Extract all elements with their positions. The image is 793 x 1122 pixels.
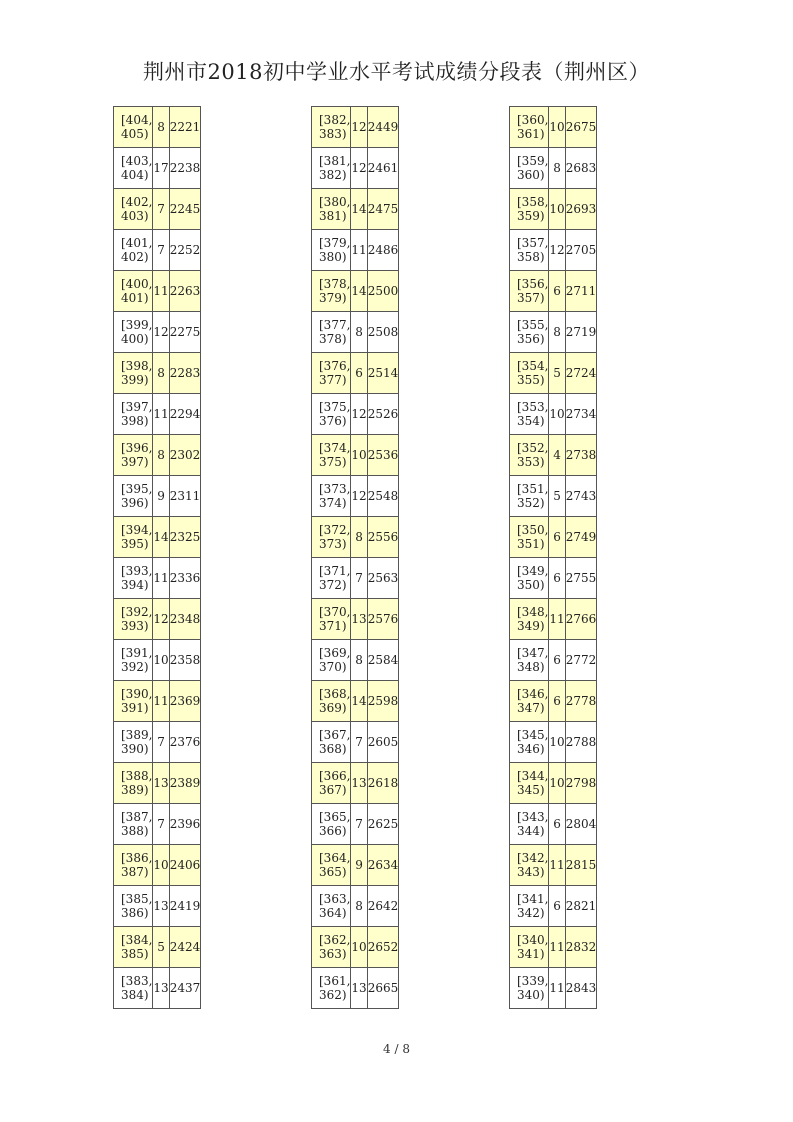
count-cell: 7 [153,189,169,230]
cumulative-cell: 2563 [367,558,399,599]
score-range-cell: [398, 399) [114,353,153,394]
count-cell: 8 [549,312,565,353]
score-range-cell: [403, 404) [114,148,153,189]
cumulative-cell: 2798 [565,763,597,804]
count-cell: 7 [153,230,169,271]
table-row [312,886,399,927]
cumulative-cell: 2724 [565,353,597,394]
score-range-cell: [381, 382) [312,148,351,189]
count-cell: 6 [549,558,565,599]
score-range-cell: [343, 344) [510,804,549,845]
table-row [312,230,399,271]
count-cell: 13 [153,763,169,804]
count-cell: 5 [549,476,565,517]
table-row [114,558,201,599]
table-row [510,599,597,640]
score-range-cell: [354, 355) [510,353,549,394]
count-cell: 10 [549,763,565,804]
score-range-cell: [346, 347) [510,681,549,722]
table-row [510,230,597,271]
table-row [312,722,399,763]
cumulative-cell: 2419 [169,886,201,927]
cumulative-cell: 2245 [169,189,201,230]
table-row [510,435,597,476]
count-cell: 17 [153,148,169,189]
cumulative-cell: 2376 [169,722,201,763]
score-range-cell: [396, 397) [114,435,153,476]
score-range-cell: [401, 402) [114,230,153,271]
count-cell: 7 [153,804,169,845]
table-row [510,107,597,148]
count-cell: 9 [153,476,169,517]
count-cell: 5 [153,927,169,968]
count-cell: 13 [153,886,169,927]
table-row [510,886,597,927]
page-indicator: 4 / 8 [383,1042,410,1056]
table-row [312,681,399,722]
table-row [510,722,597,763]
score-range-cell: [353, 354) [510,394,549,435]
table-row [312,476,399,517]
table-row [312,927,399,968]
score-range-cell: [339, 340) [510,968,549,1009]
cumulative-cell: 2749 [565,517,597,558]
count-cell: 13 [351,763,367,804]
score-range-cell: [348, 349) [510,599,549,640]
score-range-cell: [360, 361) [510,107,549,148]
score-range-cell: [368, 369) [312,681,351,722]
score-range-cell: [342, 343) [510,845,549,886]
table-row [312,148,399,189]
count-cell: 13 [351,968,367,1009]
cumulative-cell: 2743 [565,476,597,517]
count-cell: 8 [549,148,565,189]
score-range-cell: [362, 363) [312,927,351,968]
table-row [114,148,201,189]
count-cell: 10 [153,845,169,886]
count-cell: 6 [549,886,565,927]
cumulative-cell: 2642 [367,886,399,927]
score-range-cell: [382, 383) [312,107,351,148]
table-row [312,763,399,804]
count-cell: 5 [549,353,565,394]
table-row [510,394,597,435]
score-range-cell: [390, 391) [114,681,153,722]
cumulative-cell: 2576 [367,599,399,640]
count-cell: 7 [153,722,169,763]
cumulative-cell: 2263 [169,271,201,312]
score-range-cell: [379, 380) [312,230,351,271]
table-row [114,353,201,394]
count-cell: 12 [549,230,565,271]
score-range-cell: [347, 348) [510,640,549,681]
count-cell: 8 [153,107,169,148]
score-range-cell: [375, 376) [312,394,351,435]
score-range-cell: [344, 345) [510,763,549,804]
cumulative-cell: 2536 [367,435,399,476]
cumulative-cell: 2843 [565,968,597,1009]
count-cell: 8 [351,312,367,353]
score-range-cell: [351, 352) [510,476,549,517]
table-row [114,230,201,271]
count-cell: 12 [351,148,367,189]
cumulative-cell: 2634 [367,845,399,886]
table-row [312,394,399,435]
table-row [114,640,201,681]
cumulative-cell: 2584 [367,640,399,681]
count-cell: 7 [351,722,367,763]
score-range-cell: [345, 346) [510,722,549,763]
score-range-cell: [377, 378) [312,312,351,353]
count-cell: 7 [351,558,367,599]
score-range-cell: [361, 362) [312,968,351,1009]
count-cell: 10 [549,189,565,230]
score-range-cell: [373, 374) [312,476,351,517]
count-cell: 13 [153,968,169,1009]
count-cell: 13 [351,599,367,640]
cumulative-cell: 2437 [169,968,201,1009]
score-range-cell: [397, 398) [114,394,153,435]
table-row [510,148,597,189]
count-cell: 10 [153,640,169,681]
count-cell: 14 [351,189,367,230]
score-range-cell: [387, 388) [114,804,153,845]
cumulative-cell: 2815 [565,845,597,886]
table-row [510,640,597,681]
cumulative-cell: 2705 [565,230,597,271]
cumulative-cell: 2348 [169,599,201,640]
table-row [510,927,597,968]
count-cell: 12 [351,394,367,435]
cumulative-cell: 2358 [169,640,201,681]
cumulative-cell: 2675 [565,107,597,148]
score-range-cell: [399, 400) [114,312,153,353]
score-range-cell: [389, 390) [114,722,153,763]
table-row [510,476,597,517]
score-range-cell: [385, 386) [114,886,153,927]
table-row [312,435,399,476]
score-table-2 [311,106,399,1009]
score-range-cell: [384, 385) [114,927,153,968]
table-row [312,271,399,312]
cumulative-cell: 2424 [169,927,201,968]
count-cell: 12 [351,107,367,148]
table-row [510,189,597,230]
score-range-cell: [355, 356) [510,312,549,353]
score-range-cell: [357, 358) [510,230,549,271]
score-range-cell: [383, 384) [114,968,153,1009]
count-cell: 12 [153,599,169,640]
score-range-cell: [363, 364) [312,886,351,927]
table-row [510,353,597,394]
table-row [114,886,201,927]
cumulative-cell: 2693 [565,189,597,230]
cumulative-cell: 2369 [169,681,201,722]
table-row [114,394,201,435]
cumulative-cell: 2406 [169,845,201,886]
score-range-cell: [340, 341) [510,927,549,968]
count-cell: 11 [153,558,169,599]
cumulative-cell: 2711 [565,271,597,312]
table-row [114,681,201,722]
cumulative-cell: 2605 [367,722,399,763]
score-table-3 [509,106,597,1009]
table-row [114,722,201,763]
count-cell: 14 [153,517,169,558]
table-row [510,271,597,312]
score-range-cell: [365, 366) [312,804,351,845]
table-row [114,312,201,353]
count-cell: 6 [549,804,565,845]
cumulative-cell: 2449 [367,107,399,148]
table-row [312,968,399,1009]
score-range-cell: [392, 393) [114,599,153,640]
score-range-cell: [393, 394) [114,558,153,599]
table-row [114,845,201,886]
table-row [114,968,201,1009]
table-row [510,517,597,558]
cumulative-cell: 2719 [565,312,597,353]
table-row [114,517,201,558]
table-row [312,599,399,640]
cumulative-cell: 2389 [169,763,201,804]
count-cell: 4 [549,435,565,476]
table-row [510,312,597,353]
count-cell: 6 [549,271,565,312]
table-row [312,640,399,681]
cumulative-cell: 2238 [169,148,201,189]
table-row [510,968,597,1009]
count-cell: 6 [549,640,565,681]
count-cell: 14 [351,681,367,722]
count-cell: 8 [153,353,169,394]
score-range-cell: [356, 357) [510,271,549,312]
count-cell: 11 [549,927,565,968]
score-range-cell: [386, 387) [114,845,153,886]
cumulative-cell: 2526 [367,394,399,435]
count-cell: 8 [351,886,367,927]
cumulative-cell: 2772 [565,640,597,681]
cumulative-cell: 2221 [169,107,201,148]
score-range-cell: [359, 360) [510,148,549,189]
score-range-cell: [358, 359) [510,189,549,230]
score-range-cell: [376, 377) [312,353,351,394]
cumulative-cell: 2461 [367,148,399,189]
count-cell: 11 [153,681,169,722]
cumulative-cell: 2275 [169,312,201,353]
table-row [510,845,597,886]
cumulative-cell: 2336 [169,558,201,599]
table-row [114,763,201,804]
score-range-cell: [370, 371) [312,599,351,640]
cumulative-cell: 2283 [169,353,201,394]
score-range-cell: [371, 372) [312,558,351,599]
score-range-cell: [400, 401) [114,271,153,312]
score-range-cell: [374, 375) [312,435,351,476]
table-row [312,189,399,230]
cumulative-cell: 2738 [565,435,597,476]
score-range-cell: [364, 365) [312,845,351,886]
cumulative-cell: 2778 [565,681,597,722]
count-cell: 10 [549,394,565,435]
count-cell: 12 [351,476,367,517]
score-range-cell: [352, 353) [510,435,549,476]
table-row [312,107,399,148]
cumulative-cell: 2683 [565,148,597,189]
cumulative-cell: 2396 [169,804,201,845]
score-range-cell: [372, 373) [312,517,351,558]
table-row [510,804,597,845]
count-cell: 11 [549,968,565,1009]
table-row [312,845,399,886]
count-cell: 8 [153,435,169,476]
table-row [114,476,201,517]
count-cell: 11 [153,394,169,435]
cumulative-cell: 2625 [367,804,399,845]
cumulative-cell: 2788 [565,722,597,763]
score-range-cell: [395, 396) [114,476,153,517]
cumulative-cell: 2514 [367,353,399,394]
table-row [114,435,201,476]
count-cell: 6 [549,517,565,558]
table-row [312,353,399,394]
count-cell: 10 [549,107,565,148]
cumulative-cell: 2556 [367,517,399,558]
cumulative-cell: 2766 [565,599,597,640]
cumulative-cell: 2652 [367,927,399,968]
table-row [510,681,597,722]
cumulative-cell: 2832 [565,927,597,968]
table-row [312,558,399,599]
score-range-cell: [404, 405) [114,107,153,148]
table-row [312,312,399,353]
cumulative-cell: 2486 [367,230,399,271]
count-cell: 10 [549,722,565,763]
score-range-cell: [378, 379) [312,271,351,312]
cumulative-cell: 2734 [565,394,597,435]
score-range-cell: [402, 403) [114,189,153,230]
count-cell: 11 [351,230,367,271]
page-title: 荆州市2018初中学业水平考试成绩分段表（荆州区） [143,60,650,84]
count-cell: 11 [549,845,565,886]
count-cell: 6 [351,353,367,394]
table-row [114,804,201,845]
score-range-cell: [366, 367) [312,763,351,804]
table-row [114,271,201,312]
count-cell: 8 [351,640,367,681]
cumulative-cell: 2598 [367,681,399,722]
table-row [114,107,201,148]
count-cell: 10 [351,435,367,476]
cumulative-cell: 2508 [367,312,399,353]
cumulative-cell: 2618 [367,763,399,804]
count-cell: 10 [351,927,367,968]
table-row [114,927,201,968]
count-cell: 7 [351,804,367,845]
score-range-cell: [388, 389) [114,763,153,804]
table-row [114,599,201,640]
cumulative-cell: 2665 [367,968,399,1009]
score-range-cell: [391, 392) [114,640,153,681]
cumulative-cell: 2821 [565,886,597,927]
cumulative-cell: 2294 [169,394,201,435]
table-row [312,517,399,558]
count-cell: 11 [153,271,169,312]
cumulative-cell: 2755 [565,558,597,599]
count-cell: 12 [153,312,169,353]
score-range-cell: [369, 370) [312,640,351,681]
count-cell: 8 [351,517,367,558]
cumulative-cell: 2804 [565,804,597,845]
cumulative-cell: 2311 [169,476,201,517]
score-table-1 [113,106,201,1009]
count-cell: 14 [351,271,367,312]
score-range-cell: [350, 351) [510,517,549,558]
score-range-cell: [349, 350) [510,558,549,599]
table-row [510,558,597,599]
count-cell: 6 [549,681,565,722]
count-cell: 11 [549,599,565,640]
score-range-cell: [394, 395) [114,517,153,558]
cumulative-cell: 2252 [169,230,201,271]
table-row [510,763,597,804]
table-row [114,189,201,230]
score-range-cell: [380, 381) [312,189,351,230]
cumulative-cell: 2325 [169,517,201,558]
cumulative-cell: 2500 [367,271,399,312]
cumulative-cell: 2302 [169,435,201,476]
cumulative-cell: 2548 [367,476,399,517]
score-range-cell: [341, 342) [510,886,549,927]
cumulative-cell: 2475 [367,189,399,230]
score-range-cell: [367, 368) [312,722,351,763]
count-cell: 9 [351,845,367,886]
table-row [312,804,399,845]
